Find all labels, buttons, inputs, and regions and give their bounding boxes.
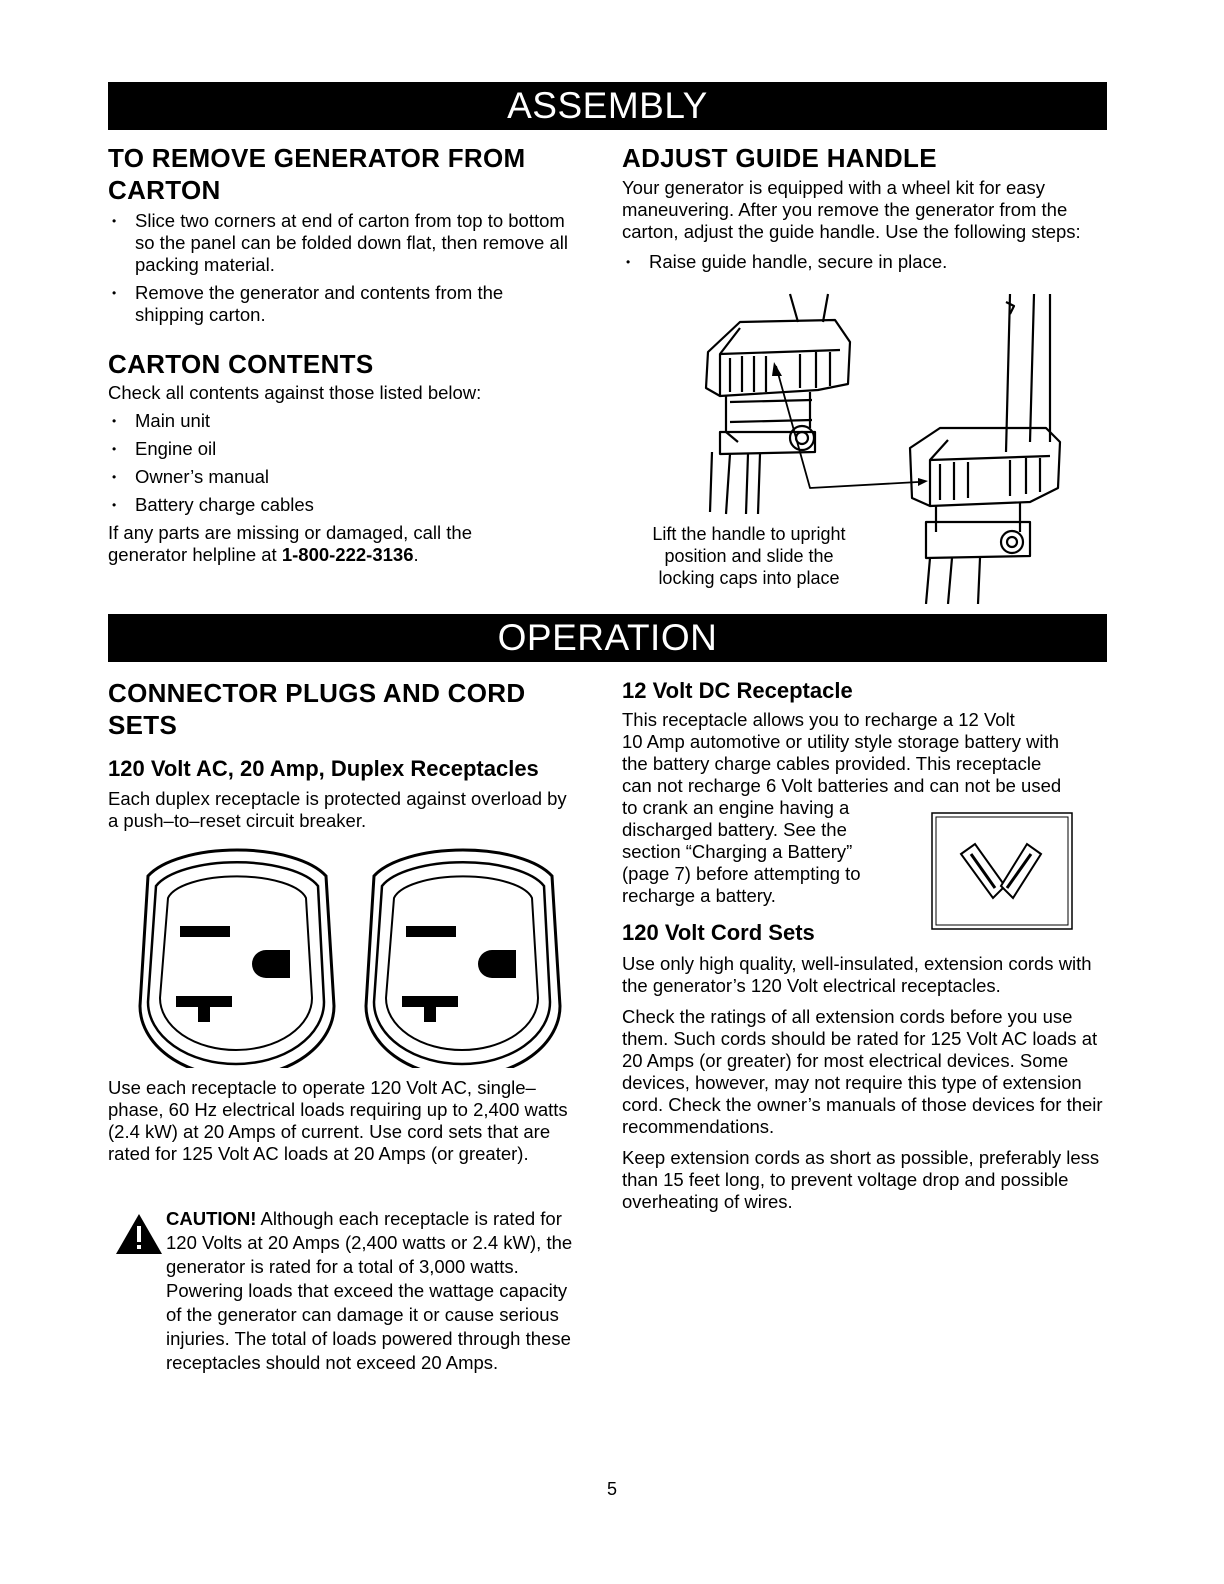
dc-receptacle-heading: 12 Volt DC Receptacle xyxy=(622,678,853,703)
list-item: • Slice two corners at end of carton from top to bottom so the panel can be folded down flat, then remove all packing material. xyxy=(108,210,568,276)
caption-line-3: locking caps into place xyxy=(658,568,840,588)
adjust-guide-handle-heading: ADJUST GUIDE HANDLE xyxy=(622,143,937,173)
dc-line-4: can not recharge 6 Volt batteries and can not be used xyxy=(622,775,1062,796)
dc-line-8: (page 7) before attempting to xyxy=(622,863,861,884)
missing-parts-end: . xyxy=(413,544,419,565)
dc-receptacle-illustration xyxy=(931,812,1073,930)
dc-line-7: section “Charging a Battery” xyxy=(622,841,853,862)
connector-heading-line2: SETS xyxy=(108,710,178,740)
list-item: • Battery charge cables xyxy=(108,494,588,516)
adjust-guide-handle-section xyxy=(622,142,1108,273)
duplex-receptacles-illustration xyxy=(134,842,564,1068)
list-item: • Engine oil xyxy=(108,438,588,460)
caption-line-2: position and slide the xyxy=(664,546,834,566)
remove-heading-line1: TO REMOVE GENERATOR FROM xyxy=(108,143,526,173)
page-number: 5 xyxy=(606,1479,617,1499)
dc-line-5: to crank an engine having a xyxy=(622,797,850,818)
adjust-intro: Your generator is equipped with a wheel kit for easy maneuvering. After you remove the generator from the carton, adjust the guide handle. Use the following steps: xyxy=(622,177,1081,242)
remove-generator-section xyxy=(108,142,588,566)
list-item: • Owner’s manual xyxy=(108,466,588,488)
contents-intro: Check all contents against those listed below: xyxy=(108,382,482,403)
duplex-receptacles-heading: 120 Volt AC, 20 Amp, Duplex Receptacles xyxy=(108,756,539,781)
contents-list xyxy=(108,410,588,516)
remove-steps-list xyxy=(108,210,568,326)
cord-sets-p2: Check the ratings of all extension cords before you use them. Such cords should be rated for 125 Volt AC loads at 20 Amps (or greater) for most electrical devices. Some devices, however, may not require this type of extension cord. Check the owner’s manuals of those devices for their recommendations. xyxy=(622,1006,1103,1137)
list-item: • Raise guide handle, secure in place. xyxy=(622,251,1108,273)
list-item: • Remove the generator and contents from the shipping carton. xyxy=(108,282,568,326)
missing-parts-text: If any parts are missing or damaged, call the generator helpline at xyxy=(108,522,473,565)
caution-label: CAUTION! xyxy=(166,1208,257,1229)
connector-plugs-heading xyxy=(108,677,588,741)
adjust-steps-list xyxy=(622,251,1108,273)
guide-handle-caption xyxy=(624,523,874,589)
duplex-usage-section xyxy=(108,1077,588,1165)
duplex-outlet-left xyxy=(140,850,334,1068)
connector-plugs-section xyxy=(108,677,588,832)
list-item: • Main unit xyxy=(108,410,588,432)
caption-line-1: Lift the handle to upright xyxy=(652,524,846,544)
dc-line-1: This receptacle allows you to recharge a 12 Volt xyxy=(622,709,1015,730)
caution-text: Although each receptacle is rated for 120 Volts at 20 Amps (2,400 watts or 2.4 kW), the generator is rated for a total of 3,000 watts. Powering loads that exceed the wattage capacity of the generator can damage it or cause serious injuries. The total of loads powered through these receptacles should not exceed 20 Amps. xyxy=(166,1208,573,1373)
dc-line-3: the battery charge cables provided. This receptacle xyxy=(622,753,1042,774)
warning-triangle-icon xyxy=(114,1212,164,1256)
assembly-banner: ASSEMBLY xyxy=(108,82,1107,130)
dc-line-9: recharge a battery. xyxy=(622,885,776,906)
cord-sets-heading: 120 Volt Cord Sets xyxy=(622,920,815,945)
operation-banner: OPERATION xyxy=(108,614,1107,662)
connector-heading-line1: CONNECTOR PLUGS AND CORD xyxy=(108,678,526,708)
helpline-phone: 1-800-222-3136 xyxy=(281,544,414,565)
cord-sets-p3: Keep extension cords as short as possible, preferably less than 15 feet long, to prevent voltage drop and possible overheating of wires. xyxy=(622,1147,1100,1212)
duplex-outlet-right xyxy=(366,850,560,1068)
cord-sets-p1: Use only high quality, well-insulated, extension cords with the generator’s 120 Volt electrical receptacles. xyxy=(622,953,1092,996)
dc-line-6: discharged battery. See the xyxy=(622,819,847,840)
cord-sets-section xyxy=(622,919,1108,1213)
duplex-intro: Each duplex receptacle is protected against overload by a push–to–reset circuit breaker. xyxy=(108,788,567,831)
carton-contents-heading: CARTON CONTENTS xyxy=(108,349,374,379)
dc-line-2: 10 Amp automotive or utility style storage battery with xyxy=(622,731,1060,752)
remove-heading-line2: CARTON xyxy=(108,175,221,205)
duplex-usage-text: Use each receptacle to operate 120 Volt AC, single–phase, 60 Hz electrical loads requiring up to 2,400 watts (2.4 kW) at 20 Amps of current. Use cord sets that are rated for 125 Volt AC loads at 20 Amps (or greater). xyxy=(108,1077,568,1164)
caution-note xyxy=(166,1207,586,1375)
remove-generator-heading xyxy=(108,142,588,206)
missing-parts-note xyxy=(108,522,528,566)
